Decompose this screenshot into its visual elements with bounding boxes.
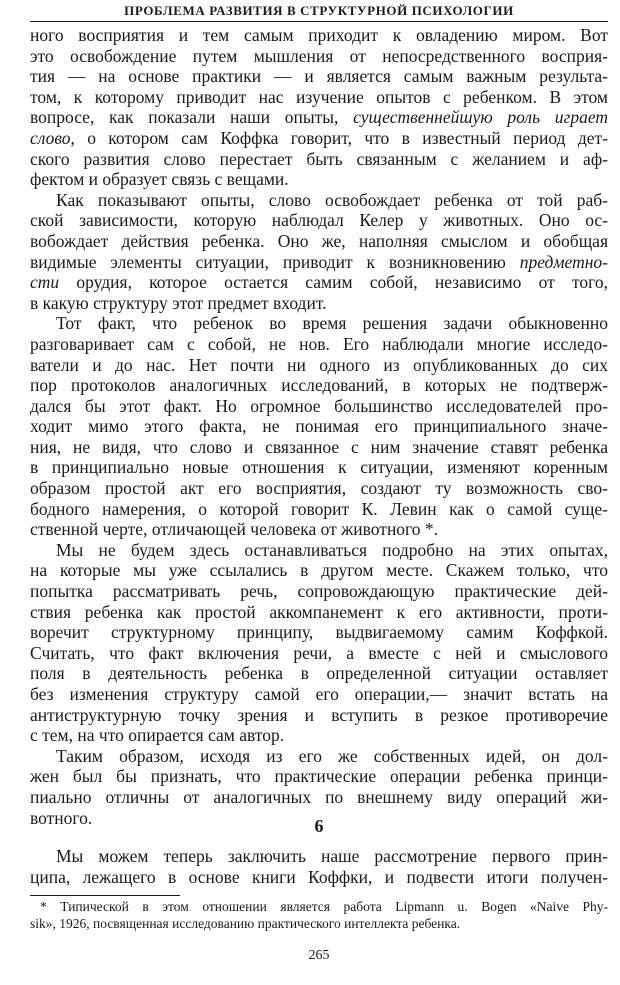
text-line: фектом и образует связь с вещами. [30, 169, 289, 190]
text-line: ходит мимо этого факта, не понимая его принципиального значе- [30, 416, 608, 437]
text-segment: вопросе, как показали наши опыты, [30, 107, 339, 128]
running-head: ПРОБЛЕМА РАЗВИТИЯ В СТРУКТУРНОЙ ПСИХОЛОГИИ [124, 3, 514, 18]
closing-paragraph [30, 846, 608, 887]
text-segment: , о котором сам Коффка говорит, что в известный период дет- [70, 127, 608, 148]
paragraph-3 [30, 313, 608, 540]
footnote-line: sik», 1926, посвященная исследованию практического интеллекта ребенка. [30, 916, 461, 931]
text-line: разговаривает сам с собой, не нов. Его наблюдали многие исследо- [30, 333, 608, 354]
text-line: ствия ребенка как простой аккомпанемент к его активности, проти- [30, 601, 608, 622]
text-line [30, 252, 608, 273]
text-line: Мы можем теперь заключить наше рассмотрение первого прин- [56, 846, 608, 866]
book-page [30, 0, 608, 985]
text-line: в какую структуру этот предмет входит. [30, 292, 327, 313]
footnote-rule [30, 895, 180, 896]
text-line: пиально отличны от аналогичных по внешнему виду операций жи- [30, 786, 608, 807]
emphasis-text: существеннейшую роль играет [353, 107, 608, 128]
text-line: ного восприятия и тем самым приходит к овладению миром. Вот [30, 25, 608, 45]
text-line: ния, не видя, что слово и связанное с ним значение ставят ребенка [30, 436, 608, 457]
text-line [30, 107, 608, 128]
text-line: Как показывают опыты, слово освобождает ребенка от той раб- [56, 189, 608, 210]
main-text [30, 25, 608, 828]
text-line: антиструктурную точку зрения и вступить в резкое противоречие [30, 704, 608, 725]
text-line: жен был бы признать, что практические операции ребенка принци- [30, 766, 608, 787]
text-line: воречит структурному принципу, выдвигаемому самим Коффкой. [30, 622, 608, 643]
text-line: это освобождение путем мышления от непосредственного восприя- [30, 45, 608, 66]
text-line: Считать, что факт включения речи, а вместе с ней и смыслового [30, 642, 608, 663]
text-line: вобождает действия ребенка. Оно же, наполняя смыслом и обобщая [30, 230, 608, 251]
emphasis-text: слово [30, 127, 71, 148]
paragraph-4 [30, 540, 608, 746]
text-segment: видимые элементы ситуации, приводит к возникновению [30, 251, 506, 272]
text-line: в принципиально новые отношения к ситуации, изменяют коренным [30, 457, 608, 478]
text-line: пор протоколов аналогичных исследований, в которых не подтверж- [30, 375, 608, 396]
text-line: поля в деятельность ребенка в определенной ситуации оставляет [30, 663, 608, 684]
text-line: бодного намерения, о которой говорит К. Левин как о самой суще- [30, 498, 608, 519]
paragraph-2 [30, 190, 608, 314]
emphasis-text: сти [30, 272, 60, 293]
emphasis-text: предметно- [519, 251, 608, 272]
text-line: Тот факт, что ребенок во время решения задачи обыкновенно [56, 313, 608, 334]
text-segment: орудия, которое остается самим собой, независимо от того, [59, 272, 608, 293]
text-line: Мы не будем здесь останавливаться подробно на этих опытах, [56, 539, 608, 560]
text-line: попытка рассматривать речь, сопровождающую практические дей- [30, 581, 608, 602]
text-line: ского развития слово перестает быть связанным с желанием и аф- [30, 148, 608, 169]
text-line: ципа, лежащего в основе книги Коффки, и подвести итоги получен- [30, 866, 608, 887]
text-line: без изменения структуру самой его операции,— значит встать на [30, 684, 608, 704]
text-line [30, 272, 608, 293]
footnote [30, 898, 608, 932]
section-number: 6 [314, 816, 324, 836]
paragraph-1 [30, 25, 608, 190]
header-rule [30, 21, 608, 22]
text-line: на которые мы уже ссылались в другом месте. Скажем только, что [30, 560, 608, 581]
text-line: ватели и до нас. Нет почти ни одного из опубликованных до сих [30, 354, 608, 375]
text-line: дался бы этот факт. Но огромное большинство исследователей про- [30, 395, 608, 416]
text-line: ственной черте, отличающей человека от животного *. [30, 519, 439, 540]
text-line: образом простой акт его восприятия, создают ту возможность сво- [30, 478, 608, 499]
text-line: ской зависимости, которую наблюдал Келер у животных. Оно ос- [30, 210, 608, 231]
text-line: с тем, на что опирается сам автор. [30, 725, 285, 746]
text-line: том, к которому приводит нас изучение опытов с ребенком. В этом [30, 86, 608, 107]
page-number: 265 [308, 948, 330, 963]
text-line: Таким образом, исходя из его же собственных идей, он дол- [56, 745, 608, 766]
text-line [30, 128, 608, 149]
text-line: тия — на основе практики — и является самым важным результа- [30, 66, 608, 87]
text-line: вотного. [30, 807, 93, 828]
footnote-line: * Типической в этом отношении является работа Lipmann u. Bogen «Naive Phy- [40, 899, 608, 914]
